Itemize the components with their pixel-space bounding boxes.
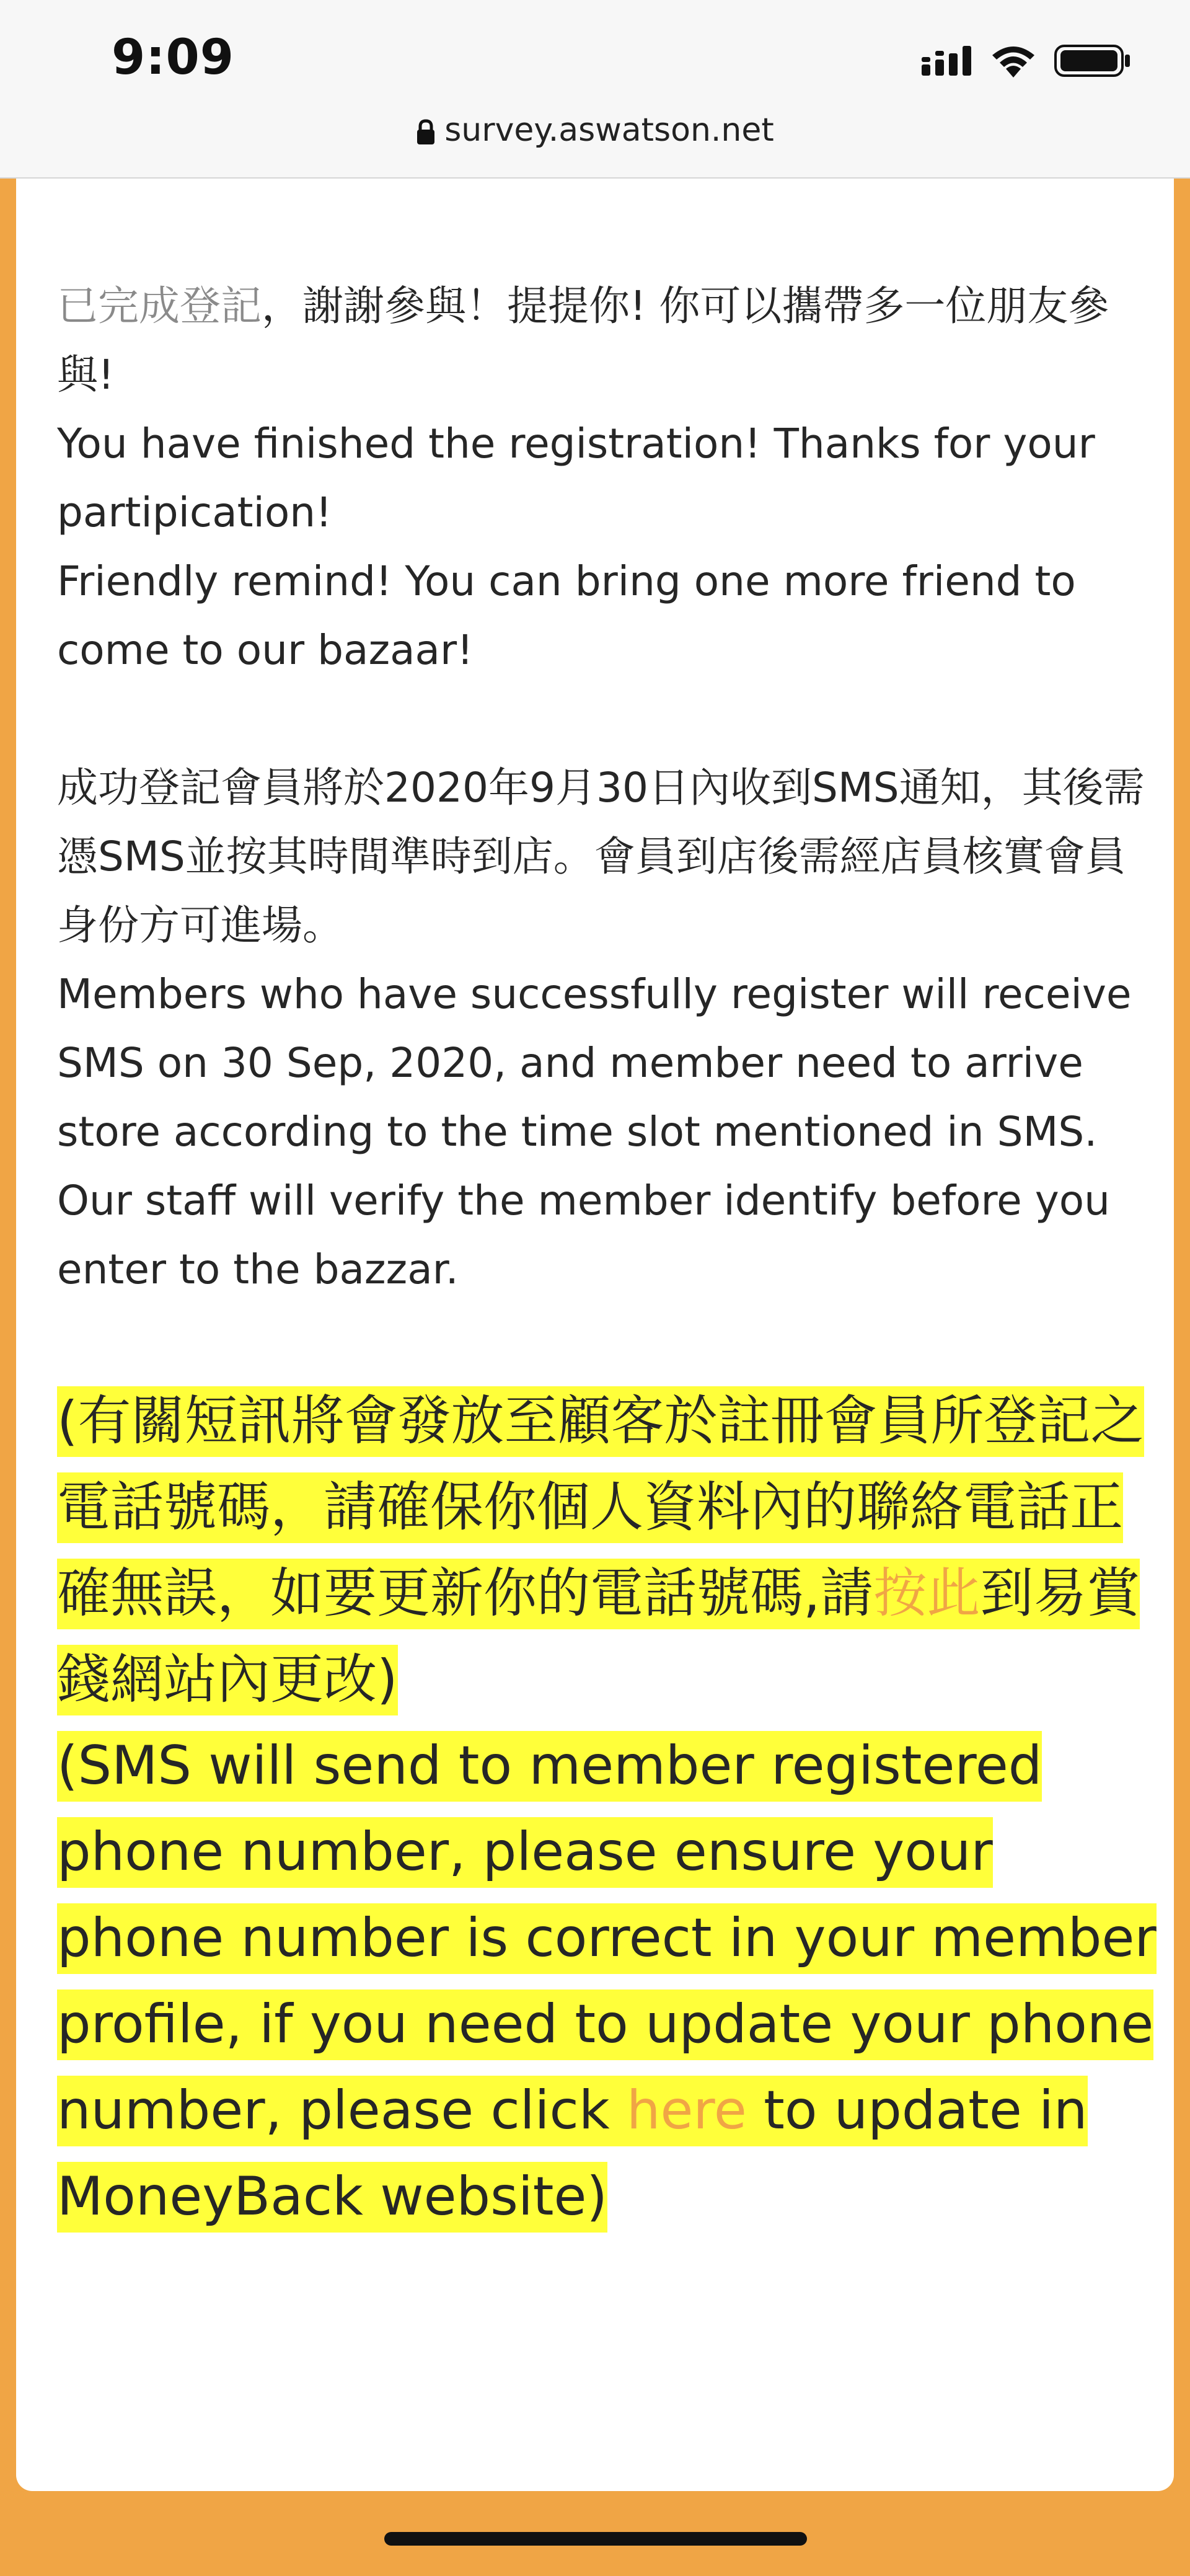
status-time: 9:09: [112, 30, 235, 86]
highlighted-notice: [57, 1378, 1160, 2240]
zh-highlight-text: [57, 1386, 1144, 1715]
home-indicator[interactable]: [384, 2532, 807, 2546]
browser-status-bar: [0, 0, 1190, 179]
lock-icon: [416, 119, 436, 145]
content-card: [16, 179, 1174, 2491]
wifi-icon: [991, 44, 1036, 77]
en-highlight-prefix: (SMS will send to member registered phone number, please ensure your phone number is correct in your member profile, if you need to update your phone number, please click: [57, 1735, 1157, 2141]
en-finished-text: You have finished the registration! Thanks for your partipication!: [57, 420, 1095, 536]
en-highlight-text: [57, 1731, 1157, 2233]
status-icons: [922, 43, 1131, 78]
zh-highlight-suffix: 到易賞錢網站內更改): [57, 1562, 1140, 1711]
battery-icon: [1054, 43, 1131, 78]
message-body: [57, 272, 1160, 2240]
zh-thanks-text: ，謝謝參與！提提你! 你可以攜帶多一位朋友參與!: [57, 282, 1109, 399]
registration-complete-message: [57, 272, 1160, 684]
zh-update-link[interactable]: 按此: [873, 1562, 981, 1624]
en-update-link[interactable]: here: [626, 2079, 747, 2141]
address-bar[interactable]: [0, 112, 1190, 149]
en-highlight-suffix: to update in MoneyBack website): [57, 2079, 1088, 2228]
done-label: 已完成登記: [57, 282, 262, 330]
zh-sms-text: 成功登記會員將於2020年9月30日內收到SMS通知，其後需憑SMS並按其時間準時到店。會員到店後需經店員核實會員身份方可進場。: [57, 764, 1145, 949]
sms-notice: [57, 753, 1160, 1304]
signal-icon: [922, 46, 972, 76]
url-text: survey.aswatson.net: [444, 112, 774, 149]
zh-highlight-prefix: (有關短訊將會發放至顧客於註冊會員所登記之電話號碼，請確保你個人資料內的聯絡電話正確無誤，如要更新你的電話號碼,請: [57, 1390, 1144, 1624]
en-sms-text-1: Members who have successfully register will receive SMS on 30 Sep, 2020, and member need to arrive store according to the time slot mentioned in SMS.: [57, 970, 1132, 1156]
en-remind-text: Friendly remind! You can bring one more friend to come to our bazaar!: [57, 557, 1076, 674]
en-sms-text-2: Our staff will verify the member identify before you enter to the bazzar.: [57, 1177, 1111, 1293]
